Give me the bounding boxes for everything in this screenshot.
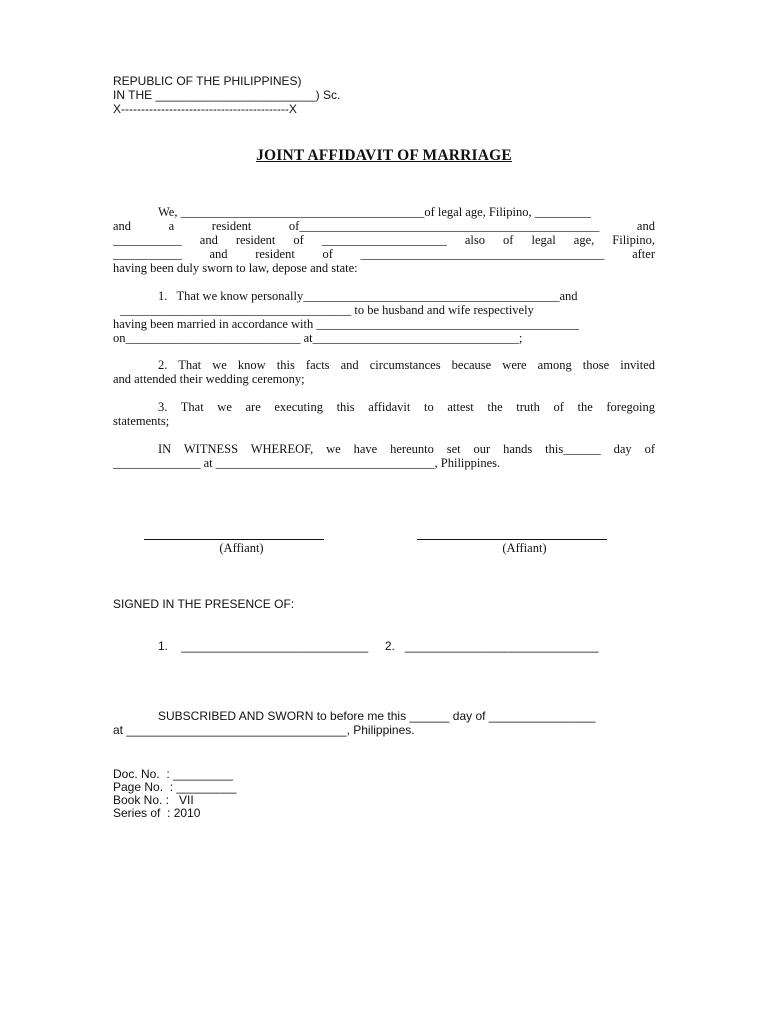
intro-line-5: having been duly sworn to law, depose and state: (113, 261, 358, 275)
affiant-caption-left: (Affiant) (219, 541, 264, 555)
witness-signature-lines: 1. ____________________________ 2. _____________________________ (158, 639, 599, 653)
witness-line-1: IN WITNESS WHEREOF, we have hereunto set our hands this______ day of (158, 442, 655, 456)
affiant-signature-line-left (144, 539, 324, 540)
item2-line-2: and attended their wedding ceremony; (113, 372, 305, 386)
header-court: IN THE ________________________) Sc. (113, 88, 341, 102)
item1-line-4: on____________________________ at_________________________________; (113, 331, 523, 345)
item1-line-1: 1. That we know personally_________________________________________and (158, 289, 578, 303)
intro-line-3: ___________ and resident of ____________________ also of legal age, Filipino, (113, 233, 655, 247)
subscribed-line-2: at _________________________________, Philippines. (113, 723, 415, 737)
intro-line-2: and a resident of________________________________________________ and (113, 219, 655, 233)
affiant-signature-line-right (417, 539, 607, 540)
item3-line-2: statements; (113, 414, 170, 428)
series-year: Series of : 2010 (113, 806, 201, 820)
document-title: JOINT AFFIDAVIT OF MARRIAGE (256, 147, 512, 164)
page-number: Page No. : _________ (113, 780, 237, 794)
item2-line-1: 2. That we know this facts and circumstances because were among those invited (158, 358, 655, 372)
item1-line-3: having been married in accordance with __________________________________________ (113, 317, 579, 331)
item3-line-1: 3. That we are executing this affidavit to attest the truth of the foregoing (158, 400, 655, 414)
intro-line-4: ___________ and resident of _______________________________________ after (113, 247, 655, 261)
witness-line-2: ______________ at ___________________________________, Philippines. (113, 456, 501, 470)
affiant-caption-right: (Affiant) (502, 541, 547, 555)
header-separator: X------------------------------------------X (113, 102, 297, 116)
doc-number: Doc. No. : _________ (113, 767, 234, 781)
subscribed-line-1: SUBSCRIBED AND SWORN to before me this ______ day of ________________ (158, 709, 596, 723)
intro-line-1: We, _______________________________________of legal age, Filipino, _________ (158, 205, 591, 219)
item1-line-2: _____________________________________ to be husband and wife respectively (120, 303, 534, 317)
presence-heading: SIGNED IN THE PRESENCE OF: (113, 597, 295, 611)
book-number: Book No. : VII (113, 793, 194, 807)
header-republic: REPUBLIC OF THE PHILIPPINES) (113, 74, 302, 88)
